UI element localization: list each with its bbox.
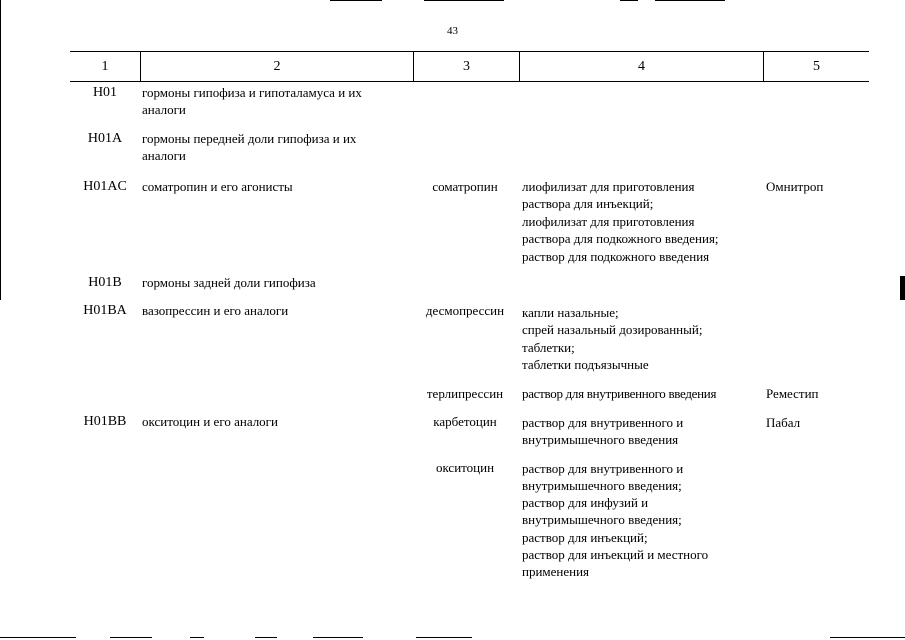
- group-name-line: окситоцин и его аналоги: [142, 414, 278, 429]
- trade-name: Пабал: [766, 415, 801, 430]
- table-header: [70, 51, 869, 82]
- page-number: 43: [447, 25, 458, 37]
- trade-name: Реместип: [766, 386, 819, 401]
- atc-code: H01BB: [83, 414, 127, 429]
- dosage-form-line: спрей назальный дозированный;: [522, 322, 703, 337]
- dosage-form-line: раствор для внутривенного и: [522, 461, 684, 476]
- dosage-form-line: раствора для инъекций;: [522, 196, 654, 211]
- dosage-form-line: раствор для инъекций и местного: [522, 547, 709, 562]
- scan-mark: [0, 0, 1, 300]
- dosage-form-line: таблетки подъязычные: [522, 357, 649, 372]
- dosage-form-line: внутримышечного введения;: [522, 512, 682, 527]
- dosage-form-line: раствора для подкожного введения;: [522, 231, 719, 246]
- atc-code: H01A: [87, 131, 123, 146]
- atc-code: H01B: [88, 275, 122, 290]
- trade-name: Омнитроп: [766, 179, 824, 194]
- dosage-form-line: применения: [522, 564, 590, 579]
- scan-mark: [255, 637, 277, 638]
- inn-name: десмопрессин: [425, 303, 505, 318]
- inn-name: окситоцин: [435, 460, 495, 475]
- dosage-form-line: раствор для подкожного введения: [522, 249, 710, 264]
- dosage-form-line: раствор для инъекций;: [522, 530, 648, 545]
- column-header: 5: [813, 59, 820, 74]
- inn-name: карбетоцин: [433, 414, 497, 429]
- inn-name: соматропин: [432, 179, 498, 194]
- scan-mark: [313, 637, 363, 638]
- column-header: 3: [463, 59, 470, 74]
- dosage-form-line: раствор для инфузий и: [522, 495, 649, 510]
- column-header: 2: [273, 59, 281, 74]
- group-name-line: аналоги: [142, 148, 186, 163]
- scan-mark: [190, 637, 204, 638]
- dosage-form-line: внутримышечного введения: [522, 432, 679, 447]
- atc-code: H01AC: [83, 179, 127, 194]
- dosage-form-line: раствор для внутривенного и: [522, 415, 684, 430]
- group-name-line: вазопрессин и его аналоги: [142, 303, 289, 318]
- scan-mark: [330, 0, 382, 1]
- scan-mark: [424, 0, 504, 1]
- group-name-line: соматропин и его агонисты: [142, 179, 293, 194]
- atc-code: H01: [92, 85, 118, 100]
- inn-name: терлипрессин: [426, 386, 504, 401]
- scan-mark: [110, 637, 152, 638]
- group-name-line: гормоны задней доли гипофиза: [142, 275, 316, 290]
- dosage-form-line: таблетки;: [522, 340, 575, 355]
- scan-mark: [620, 0, 638, 1]
- scan-mark: [900, 276, 905, 300]
- scan-mark: [416, 637, 472, 638]
- column-header: 4: [638, 59, 645, 74]
- group-name-line: гормоны гипофиза и гипоталамуса и их: [142, 85, 362, 100]
- group-name-line: гормоны передней доли гипофиза и их: [142, 131, 357, 146]
- dosage-form-line: внутримышечного введения;: [522, 478, 682, 493]
- dosage-form-line: раствор для внутривенного введения: [522, 386, 717, 401]
- atc-code: H01BA: [83, 303, 127, 318]
- scan-mark: [655, 0, 725, 1]
- group-name-line: аналоги: [142, 102, 186, 117]
- dosage-form-line: лиофилизат для приготовления: [522, 179, 695, 194]
- dosage-form-line: лиофилизат для приготовления: [522, 214, 695, 229]
- scan-mark: [830, 637, 905, 638]
- dosage-form-line: капли назальные;: [522, 305, 619, 320]
- column-header: 1: [101, 59, 109, 74]
- scan-mark: [0, 637, 76, 638]
